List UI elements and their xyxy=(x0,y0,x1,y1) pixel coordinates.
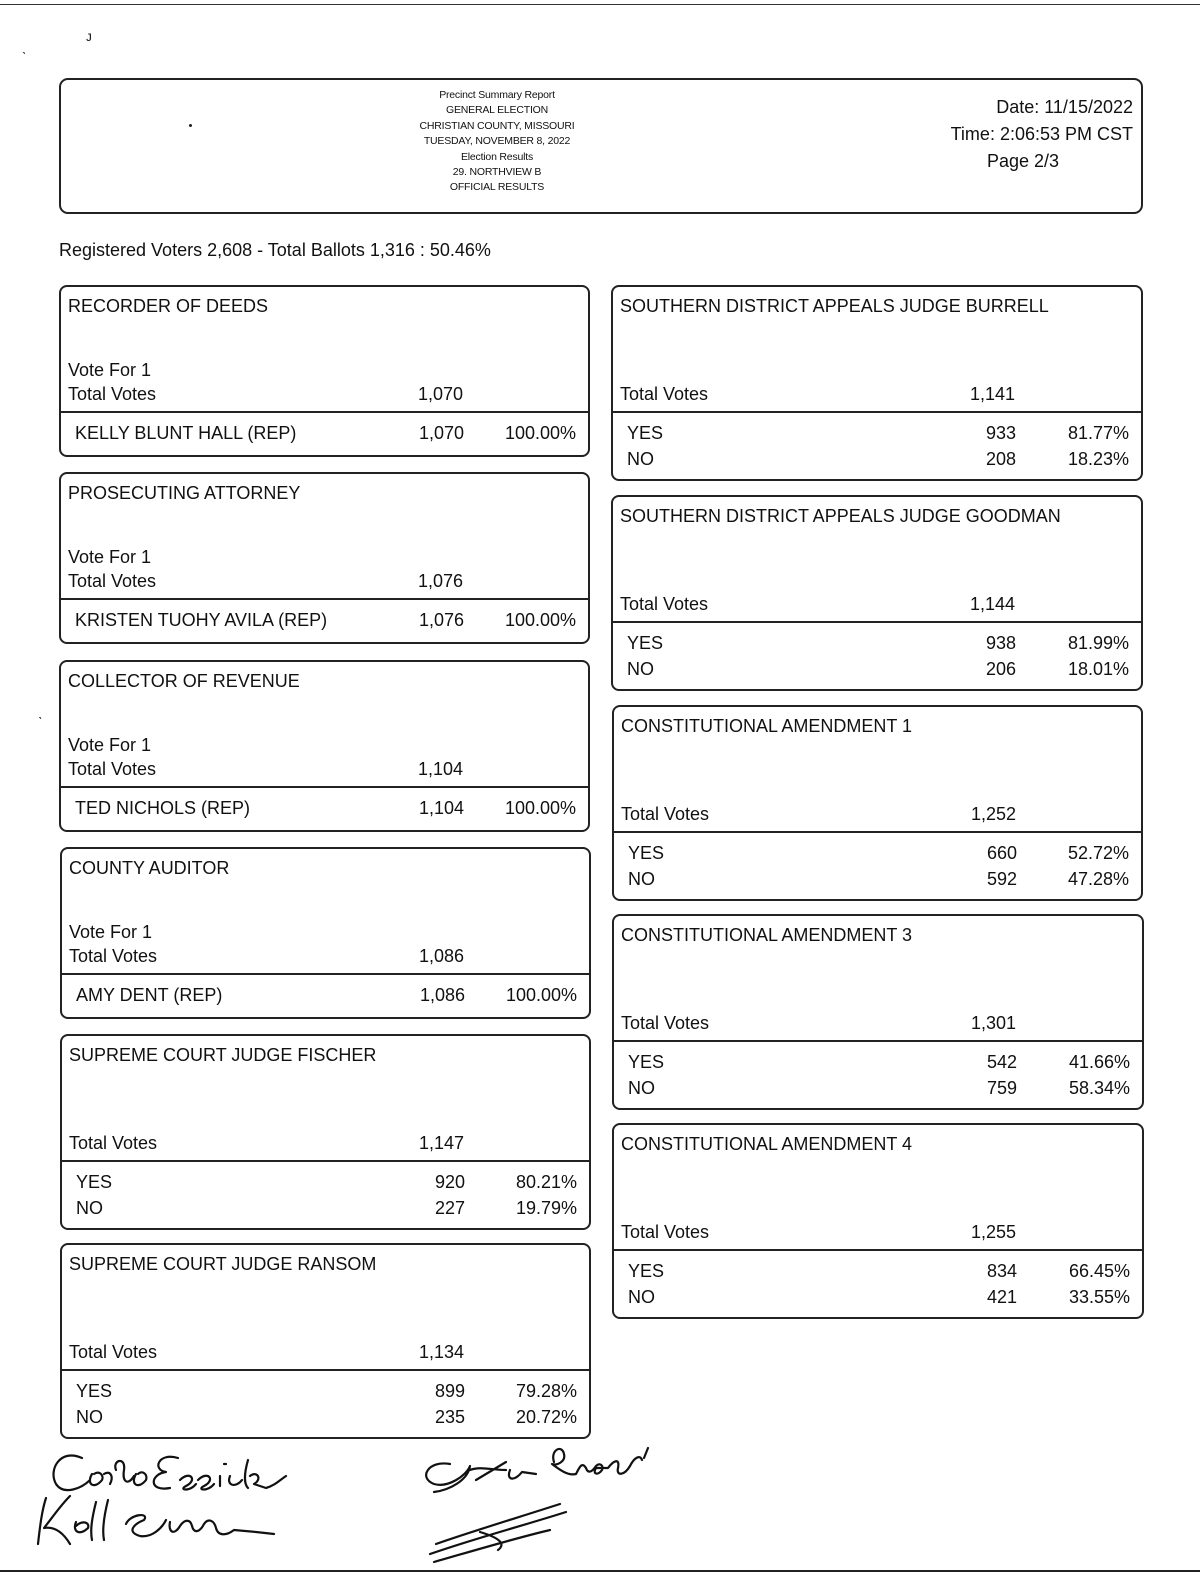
report-page: Page 2/3 xyxy=(986,151,1060,171)
result-row xyxy=(614,1287,1142,1309)
result-row xyxy=(614,1261,1142,1283)
choice-votes: 660 xyxy=(986,843,1017,863)
choice-percent: 20.72% xyxy=(515,1407,577,1427)
choice-votes: 592 xyxy=(986,869,1017,889)
choice-percent: 80.21% xyxy=(515,1172,577,1192)
vote-for: Vote For 1 xyxy=(68,360,152,380)
contest-title: PROSECUTING ATTORNEY xyxy=(68,483,301,503)
contest-title: SOUTHERN DISTRICT APPEALS JUDGE BURRELL xyxy=(620,296,1049,316)
choice-name: YES xyxy=(628,1261,665,1281)
choice-votes: 421 xyxy=(986,1287,1017,1307)
total-votes-value: 1,086 xyxy=(418,946,464,966)
result-row xyxy=(614,869,1141,891)
choice-name: NO xyxy=(628,869,655,889)
divider xyxy=(614,1249,1142,1251)
total-votes-value: 1,255 xyxy=(970,1222,1016,1242)
result-row xyxy=(61,610,588,632)
report-line: Election Results xyxy=(460,150,534,163)
choice-name: YES xyxy=(628,843,665,863)
total-votes-value: 1,076 xyxy=(417,571,463,591)
contest-title: SUPREME COURT JUDGE FISCHER xyxy=(69,1045,377,1065)
choice-name: KRISTEN TUOHY AVILA (REP) xyxy=(75,610,328,630)
contest-appeals-judge-goodman xyxy=(611,495,1143,691)
contest-title: COLLECTOR OF REVENUE xyxy=(68,671,300,691)
choice-percent: 19.79% xyxy=(515,1198,577,1218)
contest-title: SOUTHERN DISTRICT APPEALS JUDGE GOODMAN xyxy=(620,506,1061,526)
choice-percent: 79.28% xyxy=(515,1381,577,1401)
choice-percent: 100.00% xyxy=(504,610,576,630)
vote-for: Vote For 1 xyxy=(68,547,152,567)
vote-for: Vote For 1 xyxy=(68,735,152,755)
contest-recorder-of-deeds xyxy=(59,285,590,457)
choice-name: KELLY BLUNT HALL (REP) xyxy=(75,423,297,443)
result-row xyxy=(613,423,1141,445)
choice-percent: 81.77% xyxy=(1067,423,1129,443)
total-votes-label: Total Votes xyxy=(621,1013,710,1033)
choice-percent: 100.00% xyxy=(504,798,576,818)
choice-votes: 920 xyxy=(434,1172,465,1192)
contest-title: CONSTITUTIONAL AMENDMENT 3 xyxy=(621,925,913,945)
choice-percent: 41.66% xyxy=(1068,1052,1130,1072)
choice-percent: 100.00% xyxy=(504,423,576,443)
divider xyxy=(61,786,588,788)
choice-votes: 1,086 xyxy=(419,985,465,1005)
total-votes-value: 1,070 xyxy=(417,384,463,404)
choice-percent: 18.01% xyxy=(1067,659,1129,679)
choice-votes: 1,076 xyxy=(418,610,464,630)
choice-votes: 899 xyxy=(434,1381,465,1401)
signatures xyxy=(30,1440,690,1565)
vote-for: Vote For 1 xyxy=(69,922,153,942)
total-votes-value: 1,252 xyxy=(970,804,1016,824)
choice-name: NO xyxy=(76,1407,103,1427)
scan-mark: ᴊ xyxy=(86,28,92,44)
page-bottom-edge xyxy=(0,1570,1200,1572)
report-line: TUESDAY, NOVEMBER 8, 2022 xyxy=(423,135,571,148)
result-row xyxy=(61,798,588,820)
total-votes-label: Total Votes xyxy=(68,384,157,404)
choice-votes: 208 xyxy=(985,449,1016,469)
contest-collector-of-revenue xyxy=(59,660,590,832)
choice-name: NO xyxy=(627,659,654,679)
total-votes-label: Total Votes xyxy=(620,594,709,614)
signature-russell xyxy=(426,1448,648,1492)
choice-percent: 66.45% xyxy=(1068,1261,1130,1281)
result-row xyxy=(614,1052,1142,1074)
turnout-summary: Registered Voters 2,608 - Total Ballots 1,316 : 50.46% xyxy=(59,240,491,260)
contest-supreme-court-judge-fischer xyxy=(60,1034,591,1230)
scan-mark: ˎ xyxy=(22,38,27,54)
report-line: OFFICIAL RESULTS xyxy=(449,181,545,194)
choice-votes: 1,104 xyxy=(418,798,464,818)
choice-percent: 81.99% xyxy=(1067,633,1129,653)
report-line: 29. NORTHVIEW B xyxy=(452,166,542,179)
choice-votes: 206 xyxy=(985,659,1016,679)
choice-votes: 1,070 xyxy=(418,423,464,443)
contest-constitutional-amendment-3 xyxy=(612,914,1144,1110)
choice-name: NO xyxy=(628,1078,655,1098)
contest-constitutional-amendment-4 xyxy=(612,1123,1144,1319)
divider xyxy=(61,598,588,600)
page-top-edge xyxy=(0,4,1200,5)
choice-percent: 18.23% xyxy=(1067,449,1129,469)
choice-votes: 938 xyxy=(985,633,1016,653)
contest-appeals-judge-burrell xyxy=(611,285,1143,481)
divider xyxy=(62,973,589,975)
contest-title: CONSTITUTIONAL AMENDMENT 4 xyxy=(621,1134,913,1154)
report-date: Date: 11/15/2022 xyxy=(996,97,1133,117)
choice-name: YES xyxy=(628,1052,665,1072)
scan-dot xyxy=(189,124,192,127)
choice-name: NO xyxy=(76,1198,103,1218)
report-meta xyxy=(913,94,1133,175)
choice-percent: 58.34% xyxy=(1068,1078,1130,1098)
report-header xyxy=(59,78,1143,214)
choice-name: TED NICHOLS (REP) xyxy=(75,798,251,818)
total-votes-value: 1,147 xyxy=(418,1133,464,1153)
total-votes-label: Total Votes xyxy=(69,946,158,966)
total-votes-label: Total Votes xyxy=(621,804,710,824)
choice-name: NO xyxy=(627,449,654,469)
choice-name: AMY DENT (REP) xyxy=(76,985,223,1005)
choice-name: YES xyxy=(76,1172,113,1192)
report-line: GENERAL ELECTION xyxy=(445,104,549,117)
total-votes-label: Total Votes xyxy=(69,1342,158,1362)
contest-title: CONSTITUTIONAL AMENDMENT 1 xyxy=(621,716,913,736)
choice-votes: 235 xyxy=(434,1407,465,1427)
signature-flourish xyxy=(430,1504,566,1562)
total-votes-label: Total Votes xyxy=(68,759,157,779)
choice-percent: 100.00% xyxy=(505,985,577,1005)
divider xyxy=(62,1369,589,1371)
total-votes-value: 1,104 xyxy=(417,759,463,779)
result-row xyxy=(62,1407,589,1429)
result-row xyxy=(613,449,1141,471)
choice-name: YES xyxy=(627,423,664,443)
contest-county-auditor xyxy=(60,847,591,1019)
choice-votes: 227 xyxy=(434,1198,465,1218)
divider xyxy=(613,621,1141,623)
result-row xyxy=(62,985,589,1007)
contest-title: RECORDER OF DEEDS xyxy=(68,296,269,316)
report-title-block xyxy=(361,88,633,196)
signature-carla-essick xyxy=(54,1455,286,1490)
choice-votes: 933 xyxy=(985,423,1016,443)
total-votes-value: 1,141 xyxy=(969,384,1015,404)
result-row xyxy=(61,423,588,445)
contest-supreme-court-judge-ransom xyxy=(60,1243,591,1439)
total-votes-label: Total Votes xyxy=(621,1222,710,1242)
contest-constitutional-amendment-1 xyxy=(612,705,1143,901)
total-votes-label: Total Votes xyxy=(69,1133,158,1153)
result-row xyxy=(613,659,1141,681)
choice-name: NO xyxy=(628,1287,655,1307)
divider xyxy=(61,411,588,413)
choice-name: YES xyxy=(76,1381,113,1401)
report-time: Time: 2:06:53 PM CST xyxy=(950,124,1133,144)
result-row xyxy=(62,1198,589,1220)
choice-votes: 759 xyxy=(986,1078,1017,1098)
divider xyxy=(614,1040,1142,1042)
divider xyxy=(613,411,1141,413)
total-votes-value: 1,134 xyxy=(418,1342,464,1362)
divider xyxy=(614,831,1141,833)
choice-percent: 47.28% xyxy=(1067,869,1129,889)
choice-votes: 834 xyxy=(986,1261,1017,1281)
scan-mark: ˋ xyxy=(38,714,43,730)
total-votes-label: Total Votes xyxy=(620,384,709,404)
total-votes-value: 1,301 xyxy=(970,1013,1016,1033)
choice-percent: 52.72% xyxy=(1067,843,1129,863)
signature-keith xyxy=(38,1496,274,1544)
report-line: Precinct Summary Report xyxy=(439,89,555,101)
result-row xyxy=(62,1172,589,1194)
total-votes-label: Total Votes xyxy=(68,571,157,591)
total-votes-value: 1,144 xyxy=(969,594,1015,614)
choice-percent: 33.55% xyxy=(1068,1287,1130,1307)
divider xyxy=(62,1160,589,1162)
contest-prosecuting-attorney xyxy=(59,472,590,644)
contest-title: SUPREME COURT JUDGE RANSOM xyxy=(69,1254,377,1274)
contest-title: COUNTY AUDITOR xyxy=(69,858,230,878)
choice-name: YES xyxy=(627,633,664,653)
result-row xyxy=(614,843,1141,865)
choice-votes: 542 xyxy=(986,1052,1017,1072)
result-row xyxy=(613,633,1141,655)
report-line: CHRISTIAN COUNTY, MISSOURI xyxy=(419,119,575,132)
result-row xyxy=(62,1381,589,1403)
result-row xyxy=(614,1078,1142,1100)
